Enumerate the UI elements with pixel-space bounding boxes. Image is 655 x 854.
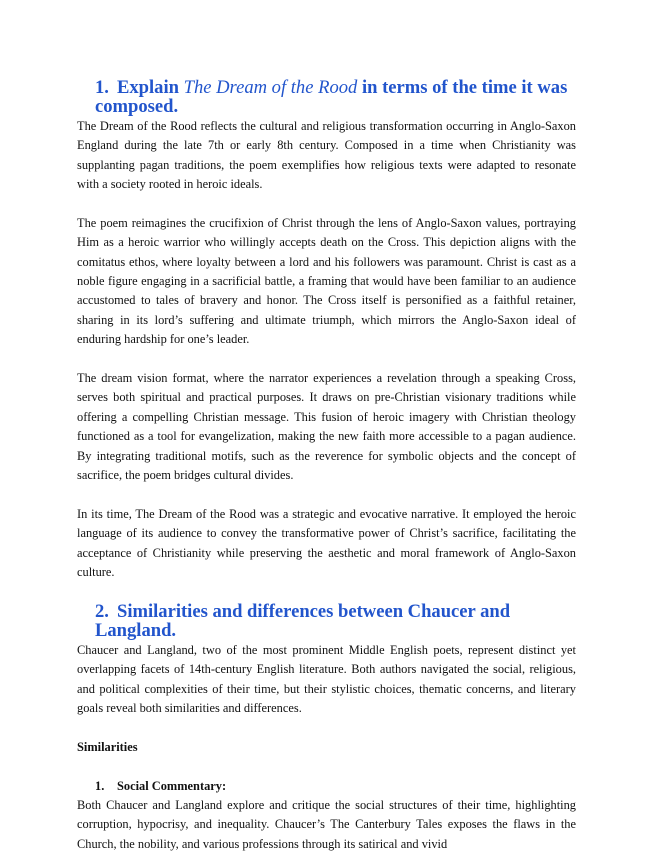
- section-1-number: 1.: [95, 77, 109, 98]
- section-1-paragraph-1: The Dream of the Rood reflects the cultural and religious transformation occurring in Anglo-Saxon England during the late 7th or early 8th century. Composed in a time when Christianity was supplanting pagan traditions, the poem exemplifies how religious texts were adapted to resonate with a society rooted in heroic ideals.: [77, 118, 576, 192]
- section-2-number: 2.: [95, 600, 109, 622]
- paragraph-gap: [77, 583, 576, 602]
- section-2-intro: Chaucer and Langland, two of the most prominent Middle English poets, represent distinct yet overlapping facets of 14th-century English literature. Both authors navigated the social, religious, and political complexities of their time, but their stylistic choices, thematic concerns, and literary goals reveal both similarities and differences.: [77, 642, 576, 715]
- paragraph-gap: [77, 718, 576, 737]
- similarities-subheading: Similarities: [77, 739, 138, 754]
- similarity-item-1-title-text: Social Commentary:: [117, 778, 227, 793]
- section-1-heading-title: The Dream of the Rood: [183, 77, 358, 98]
- paragraph-gap: [77, 486, 576, 505]
- section-2-heading: [77, 602, 576, 641]
- paragraph-gap: [77, 194, 576, 213]
- section-1-paragraph-4: In its time, The Dream of the Rood was a strategic and evocative narrative. It employed the heroic language of its audience to convey the transformative power of Christ’s sacrifice, facilitating the acceptance of Christianity while preserving the aesthetic and moral framework of Anglo-Saxon culture.: [77, 506, 576, 580]
- similarity-item-1-number: 1.: [95, 778, 105, 793]
- section-1-heading-prefix: Explain: [117, 77, 184, 98]
- section-1-heading: [77, 78, 576, 117]
- section-1-paragraph-3: The dream vision format, where the narrator experiences a revelation through a speaking Cross, serves both spiritual and practical purposes. It draws on pre-Christian visionary traditions while offering a compelling Christian message. This fusion of heroic imagery with Christian theology functioned as a tool for evangelization, making the new faith more accessible to a pagan audience. By integrating traditional motifs, such as the reverence for symbolic objects and the concept of sacrifice, the poem bridges cultural divides.: [77, 371, 576, 483]
- section-2-heading-text: Similarities and differences between Chaucer and Langland.: [95, 600, 511, 642]
- section-1-paragraph-2: The poem reimagines the crucifixion of Christ through the lens of Anglo-Saxon values, portraying Him as a heroic warrior who willingly accepts death on the Cross. This depiction aligns with the comitatus ethos, where loyalty between a lord and his followers was paramount. Christ is cast as a noble figure engaging in a sacrificial battle, a framing that would have been familiar to an audience accustomed to tales of bravery and honor. The Cross itself is personified as a faithful retainer, sharing in its lord’s suffering and ultimate triumph, which mirrors the Anglo-Saxon ideal of enduring hardship for one’s leader.: [77, 215, 576, 347]
- document-page: [77, 78, 576, 854]
- section-1-heading-suffix: in terms of the time it was composed.: [95, 77, 568, 118]
- similarity-item-1-text: Both Chaucer and Langland explore and critique the social structures of their time, highlighting corruption, hypocrisy, and inequality. Chaucer’s The Canterbury Tales exposes the flaws in the Church, the nobility, and various professions through its satirical and vivid: [77, 797, 576, 851]
- similarity-item-1-title: [77, 777, 576, 796]
- paragraph-gap: [77, 350, 576, 369]
- paragraph-gap: [77, 757, 576, 776]
